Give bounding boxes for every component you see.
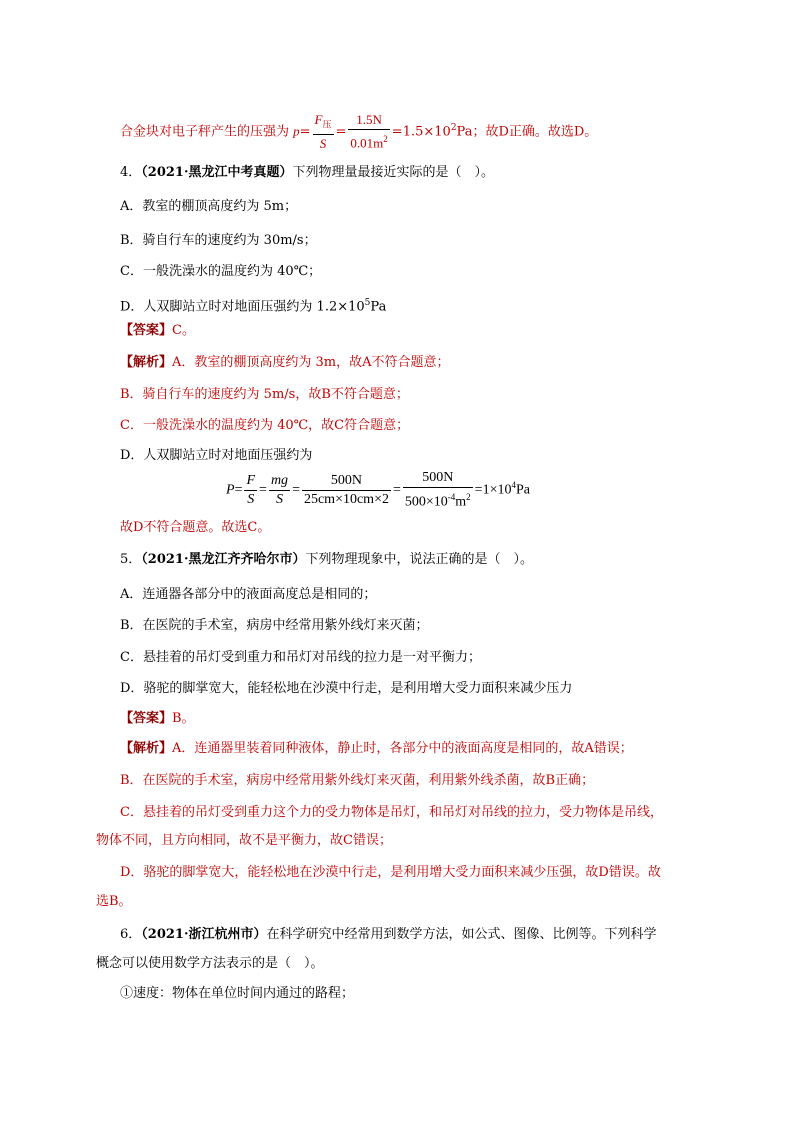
value-fraction: $\frac{1.5N}{0.01m^2}$ xyxy=(350,112,388,151)
q5-analysis-b: B．在医院的手术室，病房中经常用紫外线灯来灭菌，利用紫外线杀菌，故B正确； xyxy=(120,773,595,788)
q4-option-a: A．教室的棚顶高度约为 5m； xyxy=(120,199,298,214)
top-formula-line: 合金块对电子秤产生的压强为 p= $\frac{F_压}{S}$ = $\frac{1.5N}{0.01m^2}$ $=1.5\times 10^2Pa$；故D正确。故选D。 xyxy=(120,112,598,151)
q4-option-c: C．一般洗澡水的温度约为 40℃； xyxy=(120,264,322,279)
q5-option-b: B．在医院的手术室，病房中经常用紫外线灯来灭菌； xyxy=(120,618,429,633)
q4-analysis-b: B．骑自行车的速度约为 5m/s，故B不符合题意； xyxy=(120,387,409,402)
q5-stem: 5．（2021·黑龙江齐齐哈尔市）下列物理现象中，说法正确的是（ ）。 xyxy=(120,552,534,567)
force-over-area-cm: $\frac{500N}{25cm\times 10cm\times 2}$ xyxy=(303,472,389,507)
q5-answer: 【答案】B。 xyxy=(120,711,195,726)
q5-analysis-d2: 选B。 xyxy=(96,894,132,909)
q4-pressure-formula: P= $\frac{F}{S}$ = $\frac{mg}{S}$ = $\frac{500N}{25cm\times 10cm\times 2}$ = $\frac{500N}{500\times 10^{-4}m^2}$ $=1\times 10^4Pa$ xyxy=(226,470,530,510)
q6-stem-1: 6．（2021·浙江杭州市）在科学研究中经常用到数学方法，如公式、图像、比例等。下列科学 xyxy=(120,927,657,942)
q5-option-a: A．连通器各部分中的液面高度总是相同的； xyxy=(120,587,377,602)
q4-stem: 4．（2021·黑龙江中考真题）下列物理量最接近实际的是（ ）。 xyxy=(120,165,495,180)
q5-analysis-d1: D．骆驼的脚掌宽大，能轻松地在沙漠中行走，是利用增大受力面积来减少压强，故D错误。故 xyxy=(120,865,661,880)
pressure-fraction: $\frac{F_压}{S}$ xyxy=(314,112,332,151)
mg-over-s: $\frac{mg}{S}$ xyxy=(270,472,289,507)
q4-option-b: B．骑自行车的速度约为 30m/s； xyxy=(120,233,317,248)
q4-conclusion: 故D不符合题意。故选C。 xyxy=(120,520,271,535)
q4-answer: 【答案】C。 xyxy=(120,323,195,338)
force-over-area-m: $\frac{500N}{500\times 10^{-4}m^2}$ xyxy=(404,470,471,510)
q5-analysis-a: 【解析】A．连通器里装着同种液体，静止时，各部分中的液面高度是相同的，故A错误； xyxy=(120,741,633,756)
q5-analysis-c2: 物体不同，且方向相同，故不是平衡力，故C错误； xyxy=(96,833,392,848)
q4-option-d: D．人双脚站立时对地面压强约为 $1.2\times 10^5Pa$ xyxy=(120,298,387,315)
q5-option-c: C．悬挂着的吊灯受到重力和吊灯对吊线的拉力是一对平衡力； xyxy=(120,650,481,665)
q6-stem-2: 概念可以使用数学方法表示的是（ ）。 xyxy=(96,956,324,971)
f-over-s: $\frac{F}{S}$ xyxy=(246,472,256,507)
q4-analysis-d: D．人双脚站立时对地面压强约为 xyxy=(120,448,313,463)
q6-item-1: ①速度：物体在单位时间内通过的路程； xyxy=(120,986,355,1001)
q5-option-d: D．骆驼的脚掌宽大，能轻松地在沙漠中行走，是利用增大受力面积来减少压力 xyxy=(120,681,573,696)
q4-analysis-a: 【解析】A．教室的棚顶高度约为 3m，故A不符合题意； xyxy=(120,355,450,370)
q5-analysis-c1: C．悬挂着的吊灯受到重力这个力的受力物体是吊灯，和吊灯对吊线的拉力，受力物体是吊线， xyxy=(120,805,663,820)
q4-analysis-c: C．一般洗澡水的温度约为 40℃，故C符合题意； xyxy=(120,418,410,433)
